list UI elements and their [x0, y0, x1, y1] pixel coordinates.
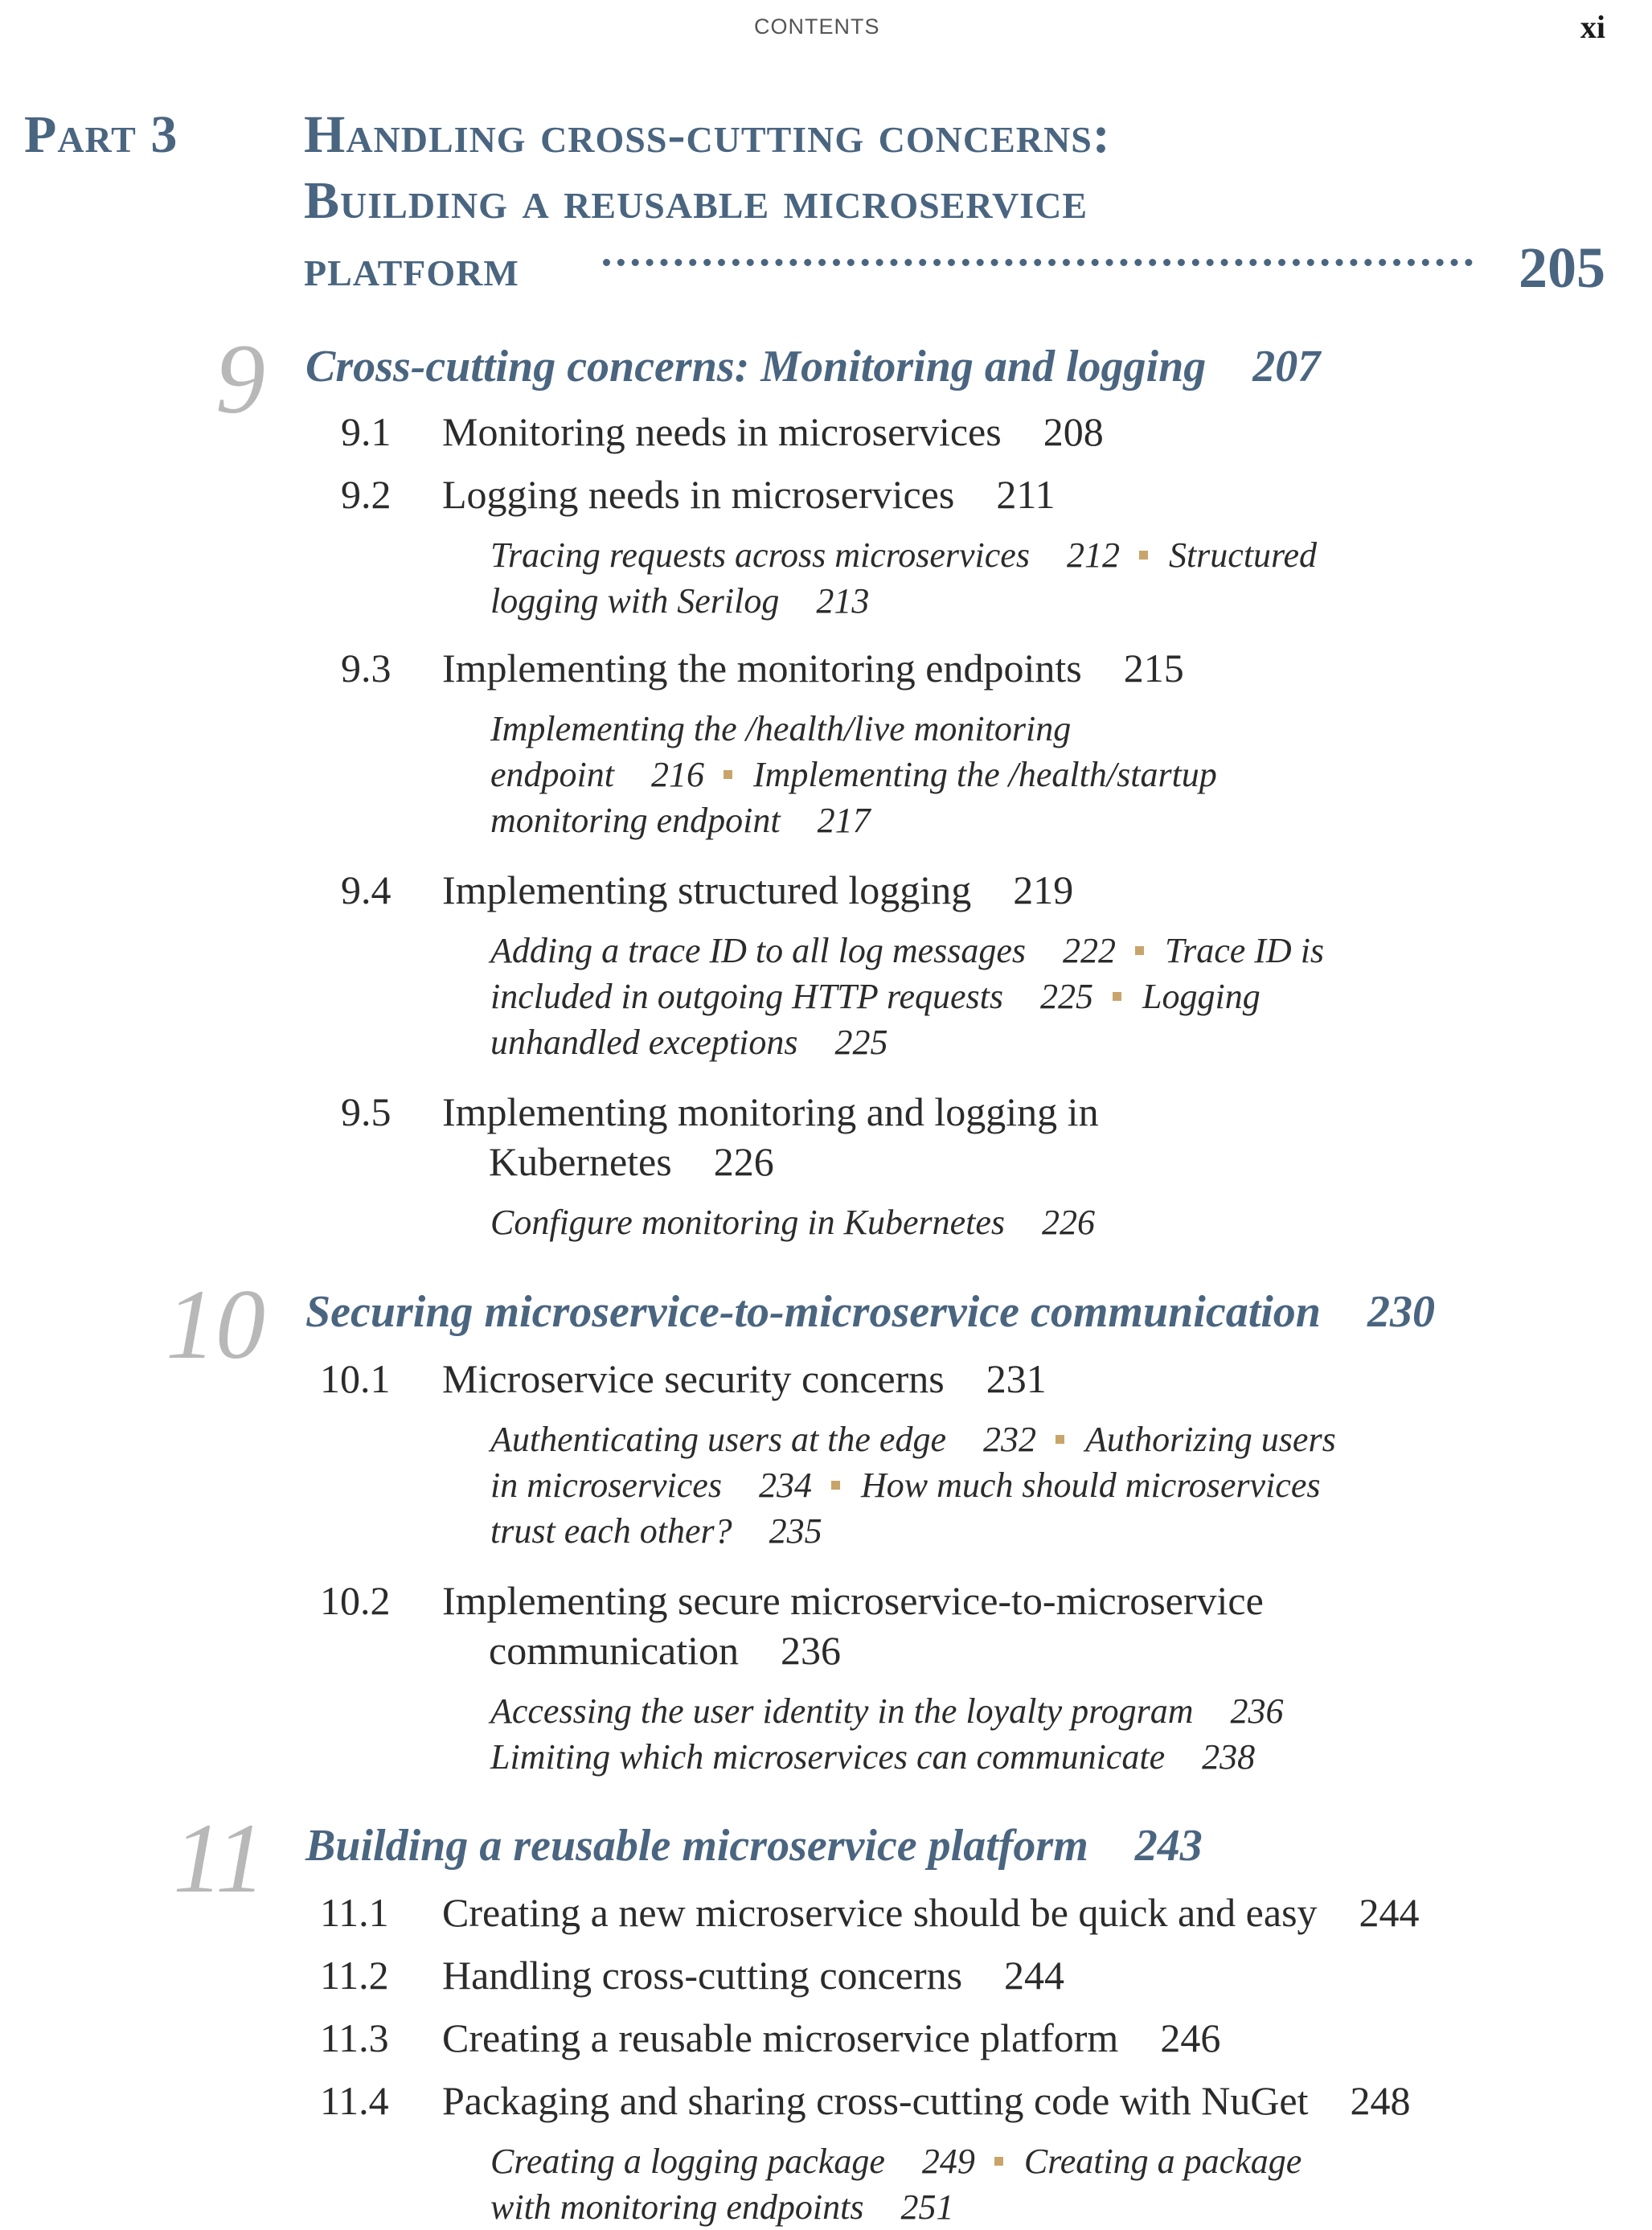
section-page: 208 — [1043, 409, 1104, 454]
subsection-line — [490, 1022, 887, 1063]
bullet-separator — [1139, 551, 1148, 560]
section-title-text: Creating a new microservice should be quick and easy — [442, 1890, 1318, 1935]
section-title — [442, 2077, 1411, 2124]
section-title-text: Microservice security concerns — [442, 1356, 945, 1401]
chapter-page: 230 — [1367, 1287, 1435, 1337]
subsection-title: Authorizing users — [1085, 1420, 1336, 1459]
subsection-title: Authenticating users at the edge — [490, 1420, 946, 1459]
section-page: 236 — [781, 1628, 842, 1673]
subsection-title: Implementing the /health/startup — [752, 755, 1217, 794]
page-number: xi — [1580, 9, 1605, 45]
subsection-title: unhandled exceptions — [490, 1023, 798, 1062]
section-number: 9.4 — [341, 867, 391, 912]
section-title-text: Monitoring needs in microservices — [442, 409, 1002, 454]
subsection-title: monitoring endpoint — [490, 801, 781, 840]
subsection-line — [490, 708, 1071, 749]
subsection-page: 212 — [1066, 535, 1120, 575]
subsection-line — [490, 1691, 1284, 1732]
chapter-title-text: Cross-cutting concerns: Monitoring and logging — [305, 342, 1207, 391]
part-label: Part 3 — [24, 105, 178, 164]
section-page: 211 — [996, 472, 1056, 517]
part-page-number: 205 — [1519, 236, 1605, 300]
subsection-title: trust each other? — [490, 1511, 732, 1551]
subsection-title: Creating a logging package — [490, 2142, 885, 2181]
subsection-line — [490, 580, 869, 621]
section-title — [442, 867, 1073, 913]
section-title — [442, 1889, 1420, 1936]
section-number: 11.4 — [320, 2078, 389, 2123]
chapter-title-text: Building a reusable microservice platform — [305, 1821, 1088, 1871]
part-title-line-3: platform — [304, 239, 519, 297]
bullet-separator — [724, 770, 732, 779]
subsection-title: with monitoring endpoints — [490, 2187, 864, 2227]
subsection-title: How much should microservices — [860, 1465, 1321, 1505]
bullet-separator — [1135, 946, 1144, 955]
section-title — [442, 1088, 1099, 1135]
subsection-line — [490, 535, 1317, 576]
section-title-text: Implementing structured logging — [442, 867, 972, 912]
section-number: 9.3 — [341, 646, 391, 691]
chapter-title-text: Securing microservice-to-microservice communication — [305, 1287, 1321, 1337]
chapter-number: 10 — [166, 1269, 265, 1379]
chapter-title — [305, 341, 1320, 392]
section-page: 219 — [1013, 867, 1074, 912]
section-title-text: Kubernetes — [489, 1139, 672, 1184]
chapter-number: 11 — [173, 1803, 265, 1913]
subsection-title: endpoint — [490, 755, 614, 794]
bullet-separator — [1113, 992, 1121, 1001]
subsection-page: 225 — [834, 1023, 888, 1062]
subsection-page: 226 — [1042, 1203, 1096, 1242]
subsection-line — [490, 976, 1261, 1017]
subsection-title: Creating a package — [1023, 2142, 1302, 2181]
subsection-page: 222 — [1063, 931, 1117, 970]
subsection-page: 234 — [758, 1465, 812, 1505]
section-title-text: Implementing monitoring and logging in — [442, 1089, 1099, 1134]
bullet-separator — [1056, 1435, 1064, 1444]
section-title-text: Implementing secure microservice-to-microservice — [442, 1578, 1264, 1623]
section-title — [442, 645, 1184, 691]
section-title — [442, 408, 1104, 455]
subsection-page: 249 — [921, 2142, 975, 2181]
section-number: 11.1 — [320, 1890, 389, 1935]
section-page: 248 — [1350, 2078, 1411, 2123]
section-page: 244 — [1359, 1890, 1420, 1935]
section-title-text: Logging needs in microservices — [442, 472, 955, 517]
section-page: 231 — [986, 1356, 1047, 1401]
part-title-line-1: Handling cross-cutting concerns: — [304, 105, 1111, 164]
subsection-page: 225 — [1040, 977, 1093, 1016]
subsection-title: included in outgoing HTTP requests — [490, 977, 1003, 1016]
section-title-text: Creating a reusable microservice platform — [442, 2015, 1119, 2060]
running-header: CONTENTS — [754, 14, 880, 39]
subsection-line — [490, 2141, 1302, 2182]
section-number: 11.2 — [320, 1953, 389, 1998]
section-page: 244 — [1004, 1953, 1065, 1998]
section-title — [442, 1952, 1064, 1998]
section-number: 10.2 — [320, 1578, 391, 1623]
subsection-title: Trace ID is — [1165, 931, 1325, 970]
section-title — [442, 1577, 1264, 1624]
chapter-page: 243 — [1134, 1821, 1203, 1871]
subsection-page: 213 — [816, 581, 870, 621]
subsection-title: Adding a trace ID to all log messages — [490, 931, 1027, 970]
subsection-page: 232 — [983, 1420, 1036, 1459]
subsection-page: 216 — [650, 755, 704, 794]
subsection-page: 217 — [817, 801, 871, 840]
bullet-separator — [831, 1481, 840, 1490]
section-title — [442, 1355, 1047, 1402]
subsection-page: 251 — [900, 2187, 954, 2227]
section-page: 246 — [1160, 2015, 1221, 2060]
subsection-line — [490, 1465, 1320, 1506]
section-page: 226 — [713, 1139, 774, 1184]
section-page: 215 — [1123, 646, 1184, 691]
subsection-page: 235 — [769, 1511, 822, 1551]
chapter-title — [305, 1820, 1203, 1871]
subsection-title: Implementing the /health/live monitoring — [490, 709, 1072, 748]
section-title — [442, 2015, 1220, 2061]
subsection-title: Tracing requests across microservices — [490, 535, 1030, 575]
subsection-line — [490, 930, 1324, 971]
section-title-text: Packaging and sharing cross-cutting code with NuGet — [442, 2078, 1309, 2123]
subsection-page: 236 — [1230, 1691, 1284, 1731]
subsection-page: 238 — [1202, 1737, 1256, 1777]
subsection-line — [490, 1511, 822, 1552]
subsection-title: Structured — [1168, 535, 1318, 575]
section-title — [442, 471, 1056, 518]
chapter-page: 207 — [1252, 342, 1321, 391]
section-number: 11.3 — [320, 2015, 389, 2060]
subsection-title: in microservices — [490, 1465, 722, 1505]
section-title-text: communication — [489, 1628, 740, 1673]
subsection-line — [490, 2187, 953, 2228]
subsection-line — [490, 800, 871, 841]
subsection-line — [490, 1419, 1336, 1460]
section-number: 9.5 — [341, 1089, 391, 1134]
subsection-title: Logging — [1142, 977, 1261, 1016]
section-title-continued — [489, 1627, 841, 1674]
subsection-line — [490, 1736, 1255, 1777]
subsection-title: Configure monitoring in Kubernetes — [490, 1203, 1006, 1242]
section-title-text: Handling cross-cutting concerns — [442, 1953, 963, 1998]
bullet-separator — [994, 2157, 1003, 2166]
section-title-text: Implementing the monitoring endpoints — [442, 646, 1082, 691]
section-number: 9.2 — [341, 472, 391, 517]
chapter-number: 9 — [215, 324, 265, 434]
section-title-continued — [489, 1138, 774, 1185]
section-number: 9.1 — [341, 409, 391, 454]
subsection-title: Accessing the user identity in the loyalty program — [490, 1691, 1194, 1731]
subsection-line — [490, 754, 1217, 795]
part-title-line-2: Building a reusable microservice — [304, 171, 1088, 230]
chapter-title — [305, 1286, 1435, 1338]
subsection-line — [490, 1202, 1095, 1243]
subsection-title: Limiting which microservices can communicate — [490, 1737, 1166, 1777]
section-number: 10.1 — [320, 1356, 391, 1401]
dot-leader — [603, 227, 1473, 266]
subsection-title: logging with Serilog — [490, 581, 780, 621]
